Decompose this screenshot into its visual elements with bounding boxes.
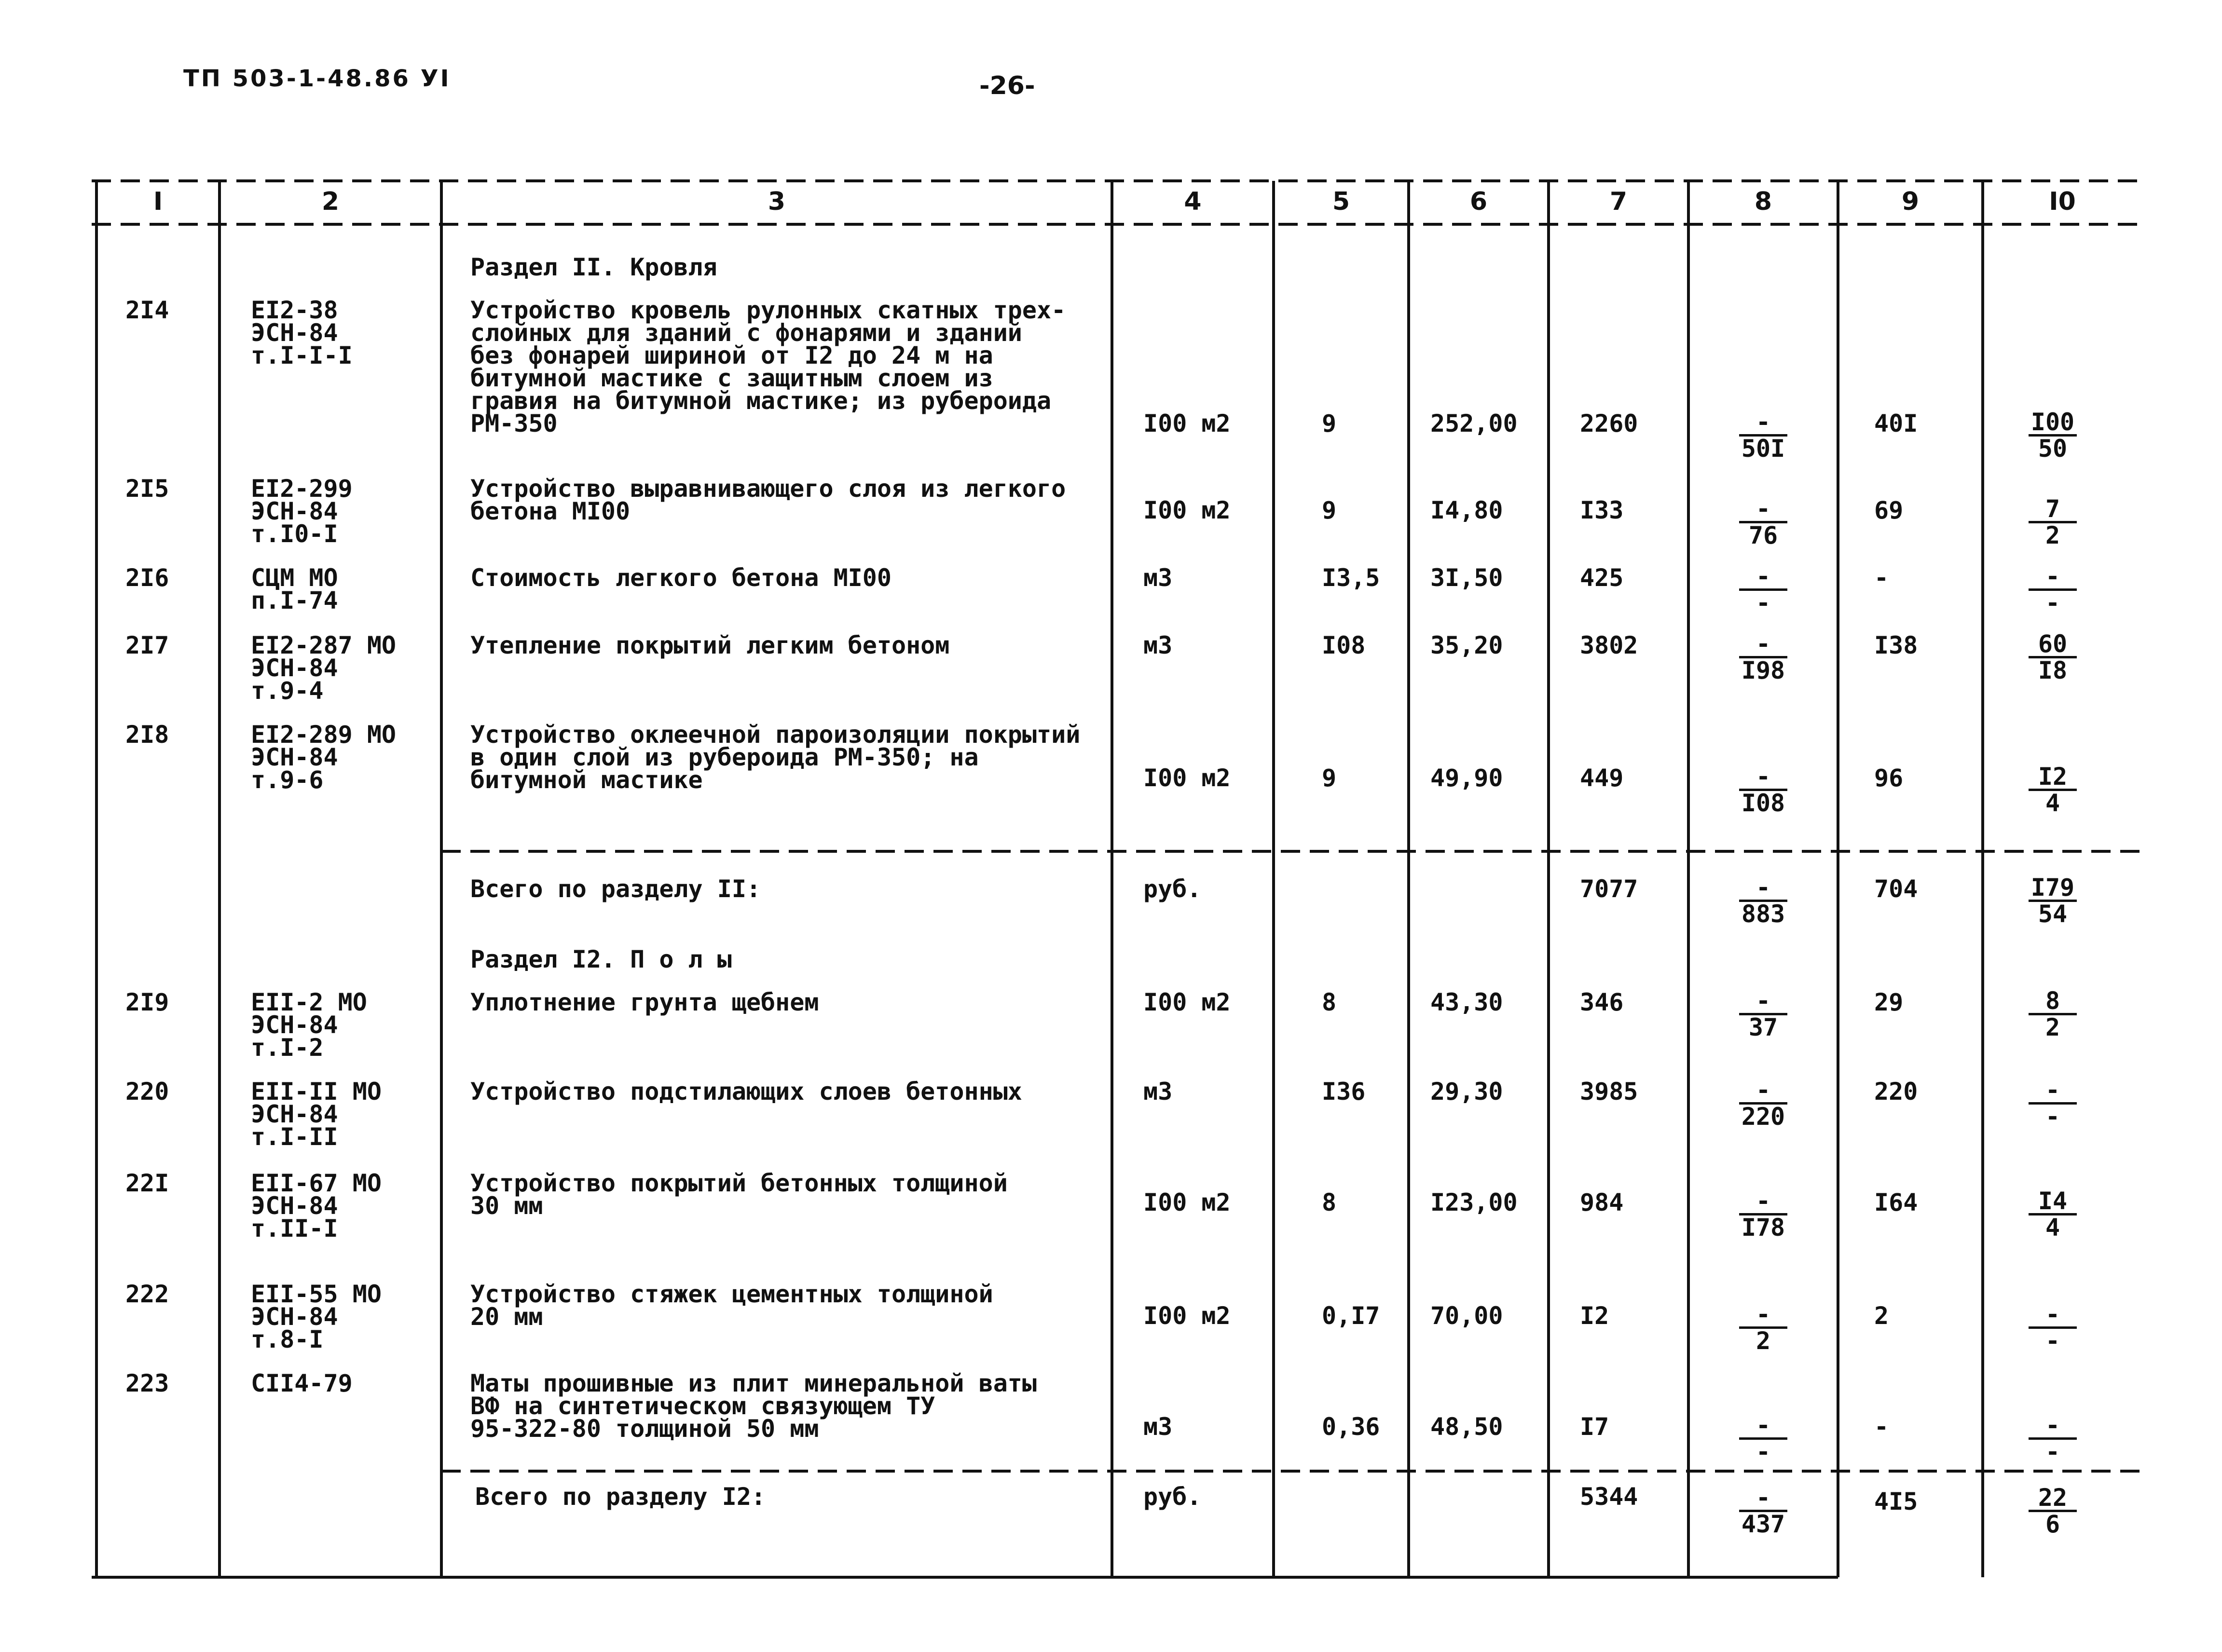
row-col10: - -	[2012, 1413, 2094, 1464]
page-title: ТП 503-1-48.86 УI	[183, 65, 451, 92]
section-total-label: Всего по разделу II:	[470, 875, 761, 903]
row-col10: $\frac{7}{2}$	[2012, 497, 2094, 547]
row-code: EII-II МО ЭСН-84 т.I-II	[251, 1078, 382, 1151]
row-description: Устройство выравнивающего слоя из легкого бетона МI00	[470, 475, 1066, 525]
row-col9: -	[1874, 564, 1889, 592]
row-code: EI2-287 МО ЭСН-84 т.9-4	[251, 631, 397, 705]
row-cost: 346	[1580, 988, 1624, 1016]
row-description: Уплотнение грунта щебнем	[470, 988, 819, 1016]
row-unit: I00 м2	[1143, 764, 1231, 792]
row-price: 49,90	[1430, 764, 1503, 792]
row-description: Утепление покрытий легким бетоном	[470, 631, 950, 659]
row-unit: м3	[1143, 1078, 1173, 1106]
row-qty: I08	[1322, 631, 1366, 659]
page-number: -26-	[979, 71, 1035, 100]
section-total-cost: 7077	[1580, 875, 1638, 903]
row-description: Устройство оклеечной пароизоляции покрытий в один слой из рубероида РМ-350; на битумной мастике	[470, 721, 1081, 794]
row-col9: 96	[1874, 764, 1904, 792]
row-unit: I00 м2	[1143, 988, 1231, 1016]
row-unit: I00 м2	[1143, 1302, 1231, 1330]
row-col10: $\frac{I2}{4}$	[2012, 765, 2094, 815]
row-code: EI2-299 ЭСН-84 т.I0-I	[251, 475, 353, 548]
row-number: 22I	[125, 1169, 169, 1197]
row-col8: - 37	[1722, 989, 1804, 1039]
row-number: 2I8	[125, 721, 169, 749]
col-header-9: 9	[1901, 187, 1920, 216]
row-col8: - 76	[1722, 497, 1804, 547]
row-price: 252,00	[1430, 410, 1518, 437]
section-total-col9: 704	[1874, 875, 1918, 903]
row-description: Устройство покрытий бетонных толщиной 30 мм	[470, 1169, 1008, 1220]
row-number: 2I9	[125, 988, 169, 1016]
row-col10: - -	[2012, 564, 2094, 615]
section-total-col8: - 437	[1722, 1486, 1804, 1536]
row-code: EII-67 МО ЭСН-84 т.II-I	[251, 1169, 382, 1242]
row-cost: 2260	[1580, 410, 1638, 437]
row-qty: I36	[1322, 1078, 1366, 1106]
row-cost: 425	[1580, 564, 1624, 592]
row-price: 70,00	[1430, 1302, 1503, 1330]
row-code: EII-55 МО ЭСН-84 т.8-I	[251, 1280, 382, 1353]
col-header-4: 4	[1184, 187, 1202, 216]
row-number: 223	[125, 1369, 169, 1397]
row-number: 2I7	[125, 631, 169, 659]
section-total-unit: руб.	[1143, 1483, 1202, 1511]
row-code: EI2-38 ЭСН-84 т.I-I-I	[251, 296, 353, 369]
row-price: I23,00	[1430, 1188, 1518, 1216]
row-price: 48,50	[1430, 1413, 1503, 1441]
row-code: СII4-79	[251, 1369, 353, 1397]
row-number: 2I6	[125, 564, 169, 592]
row-col8: - 50I	[1722, 410, 1804, 461]
row-unit: I00 м2	[1143, 410, 1231, 437]
col-header-1: I	[153, 187, 163, 216]
row-col9: I64	[1874, 1188, 1918, 1216]
row-code: EI2-289 МО ЭСН-84 т.9-6	[251, 721, 397, 794]
row-price: 3I,50	[1430, 564, 1503, 592]
row-price: I4,80	[1430, 496, 1503, 524]
row-unit: м3	[1143, 631, 1173, 659]
row-col9: I38	[1874, 631, 1918, 659]
section-total-col9: 4I5	[1874, 1488, 1918, 1515]
row-code: СЦМ МО п.I-74	[251, 564, 338, 614]
row-col8: - I78	[1722, 1189, 1804, 1240]
row-col10: - -	[2012, 1302, 2094, 1353]
row-qty: 0,I7	[1322, 1302, 1380, 1330]
row-description: Маты прошивные из плит минеральной ваты ВФ на синтетическом связующем ТУ 95-322-80 толщиной 50 мм	[470, 1369, 1037, 1443]
row-col8: - I08	[1722, 765, 1804, 815]
row-col10: $\frac{I4}{4}$	[2012, 1189, 2094, 1240]
row-cost: 3802	[1580, 631, 1638, 659]
row-col9: 220	[1874, 1078, 1918, 1106]
row-cost: 984	[1580, 1188, 1624, 1216]
row-qty: 9	[1322, 764, 1337, 792]
section-total-unit: руб.	[1143, 875, 1202, 903]
col-header-5: 5	[1332, 187, 1350, 216]
row-number: 220	[125, 1078, 169, 1106]
section-total-col10: $\frac{22}{6}$	[2012, 1486, 2094, 1536]
section-total-col8: - 883	[1722, 875, 1804, 926]
row-col10: $\frac{8}{2}$	[2012, 989, 2094, 1039]
row-qty: 9	[1322, 496, 1337, 524]
row-cost: I2	[1580, 1302, 1609, 1330]
row-col9: 40I	[1874, 410, 1918, 437]
col-header-3: 3	[768, 187, 786, 216]
section-11-title: Раздел II. Кровля	[470, 253, 717, 281]
row-col8: - 220	[1722, 1078, 1804, 1129]
row-col10: $\frac{60}{I8}$	[2012, 632, 2094, 683]
col-header-7: 7	[1609, 187, 1628, 216]
row-description: Устройство подстилающих слоев бетонных	[470, 1078, 1022, 1106]
row-col8: - 2	[1722, 1302, 1804, 1353]
section-total-col10: $\frac{I79}{54}$	[2012, 875, 2094, 926]
row-unit: м3	[1143, 564, 1173, 592]
row-col8: - I98	[1722, 632, 1804, 683]
section-12-title: Раздел I2. П о л ы	[470, 945, 732, 973]
row-description: Устройство стяжек цементных толщиной 20 мм	[470, 1280, 993, 1331]
row-col9: 2	[1874, 1302, 1889, 1330]
row-cost: I33	[1580, 496, 1624, 524]
row-col10: - -	[2012, 1078, 2094, 1129]
row-number: 2I5	[125, 475, 169, 503]
row-cost: 3985	[1580, 1078, 1638, 1106]
row-description: Устройство кровель рулонных скатных трех- слойных для зданий с фонарями и зданий без фонарей шириной от I2 до 24 м на битумной мастике с защитным слоем из гравия на битумной мастике; из рубероида РМ-350	[470, 296, 1066, 437]
row-col8: - -	[1722, 1413, 1804, 1464]
col-header-10: I0	[2049, 187, 2076, 216]
section-total-cost: 5344	[1580, 1483, 1638, 1511]
row-col9: 69	[1874, 496, 1904, 524]
section-total-label: Всего по разделу I2:	[475, 1483, 766, 1511]
row-qty: 0,36	[1322, 1413, 1380, 1441]
row-qty: 9	[1322, 410, 1337, 437]
row-unit: I00 м2	[1143, 1188, 1231, 1216]
row-price: 29,30	[1430, 1078, 1503, 1106]
col-header-2: 2	[321, 187, 340, 216]
row-qty: 8	[1322, 988, 1337, 1016]
row-number: 222	[125, 1280, 169, 1308]
row-description: Стоимость легкого бетона МI00	[470, 564, 892, 592]
row-qty: I3,5	[1322, 564, 1380, 592]
row-col10: $\frac{I00}{50}$	[2012, 410, 2094, 461]
row-price: 43,30	[1430, 988, 1503, 1016]
row-col9: 29	[1874, 988, 1904, 1016]
col-header-6: 6	[1469, 187, 1488, 216]
row-unit: м3	[1143, 1413, 1173, 1441]
row-cost: 449	[1580, 764, 1624, 792]
row-qty: 8	[1322, 1188, 1337, 1216]
row-price: 35,20	[1430, 631, 1503, 659]
row-col9: -	[1874, 1413, 1889, 1441]
row-code: EII-2 МО ЭСН-84 т.I-2	[251, 988, 367, 1062]
col-header-8: 8	[1754, 187, 1772, 216]
row-cost: I7	[1580, 1413, 1609, 1441]
row-unit: I00 м2	[1143, 496, 1231, 524]
row-number: 2I4	[125, 296, 169, 324]
row-col8: - -	[1722, 564, 1804, 615]
